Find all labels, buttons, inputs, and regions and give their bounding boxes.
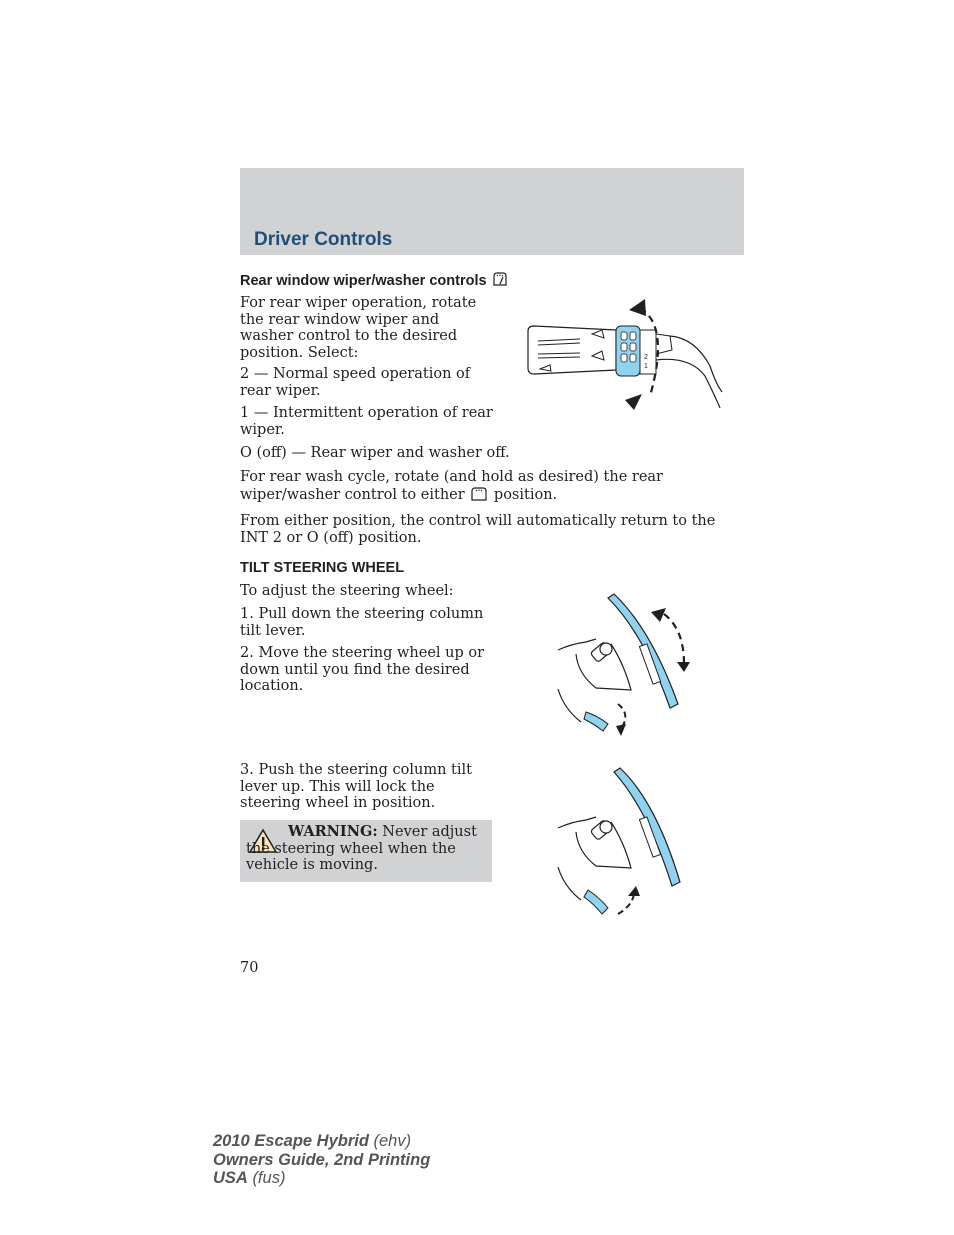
tilt-steering-heading: TILT STEERING WHEEL <box>240 560 405 576</box>
section-title: Driver Controls <box>254 229 393 250</box>
tilt-step-2: 2. Move the steering wheel up or down until you find the desired location. <box>240 645 485 694</box>
rear-washer-icon <box>469 486 489 502</box>
section-header-band <box>240 168 744 255</box>
footer-line-1 <box>213 1132 430 1151</box>
footer-line-3 <box>213 1169 430 1188</box>
page-number: 70 <box>240 960 259 976</box>
rear-wiper-heading-text: Rear window wiper/washer controls <box>240 273 487 289</box>
rear-wash-text-end: position. <box>493 486 558 503</box>
footer-model: 2010 Escape Hybrid <box>213 1132 369 1150</box>
rear-wiper-return: From either position, the control will automatically return to the INT 2 or O (off) position. <box>240 513 716 546</box>
tilt-step-1: 1. Pull down the steering column tilt lever. <box>240 606 484 639</box>
tilt-lever-pull-illustration <box>556 584 696 744</box>
tilt-lever-lock-illustration <box>556 762 696 922</box>
warning-label: WARNING: <box>288 823 378 840</box>
tilt-intro: To adjust the steering wheel: <box>240 583 454 599</box>
warning-text <box>246 824 486 874</box>
footer-edition: Owners Guide, 2nd Printing <box>213 1150 431 1169</box>
rear-wiper-intro: For rear wiper operation, rotate the rear window wiper and washer control to the desired position. Select: <box>240 295 477 361</box>
rear-wiper-option-2: 2 — Normal speed operation of rear wiper. <box>240 366 471 399</box>
warning-box <box>240 820 492 882</box>
rear-wash-text: For rear wash cycle, rotate (and hold as desired) the rear wiper/washer control to either <box>240 469 663 503</box>
rear-wiper-option-off: O (off) — Rear wiper and washer off. <box>240 445 510 461</box>
footer-model-code: (ehv) <box>373 1132 412 1150</box>
position-1-label: 1 <box>644 363 648 370</box>
rear-wash-paragraph <box>240 469 740 503</box>
document-footer <box>213 1132 430 1188</box>
rear-wiper-heading <box>240 270 509 289</box>
position-2-label: 2 <box>644 354 648 361</box>
footer-market-code: (fus) <box>252 1169 286 1187</box>
rear-wiper-control-illustration <box>520 296 730 414</box>
rear-wiper-option-1: 1 — Intermittent operation of rear wiper. <box>240 405 493 438</box>
footer-line-2 <box>213 1151 430 1170</box>
warning-message: Never adjust the steering wheel when the vehicle is moving. <box>246 824 477 873</box>
footer-market: USA <box>213 1169 248 1187</box>
rear-wiper-icon <box>491 270 509 288</box>
tilt-step-3: 3. Push the steering column tilt lever up. This will lock the steering wheel in position. <box>240 762 472 811</box>
